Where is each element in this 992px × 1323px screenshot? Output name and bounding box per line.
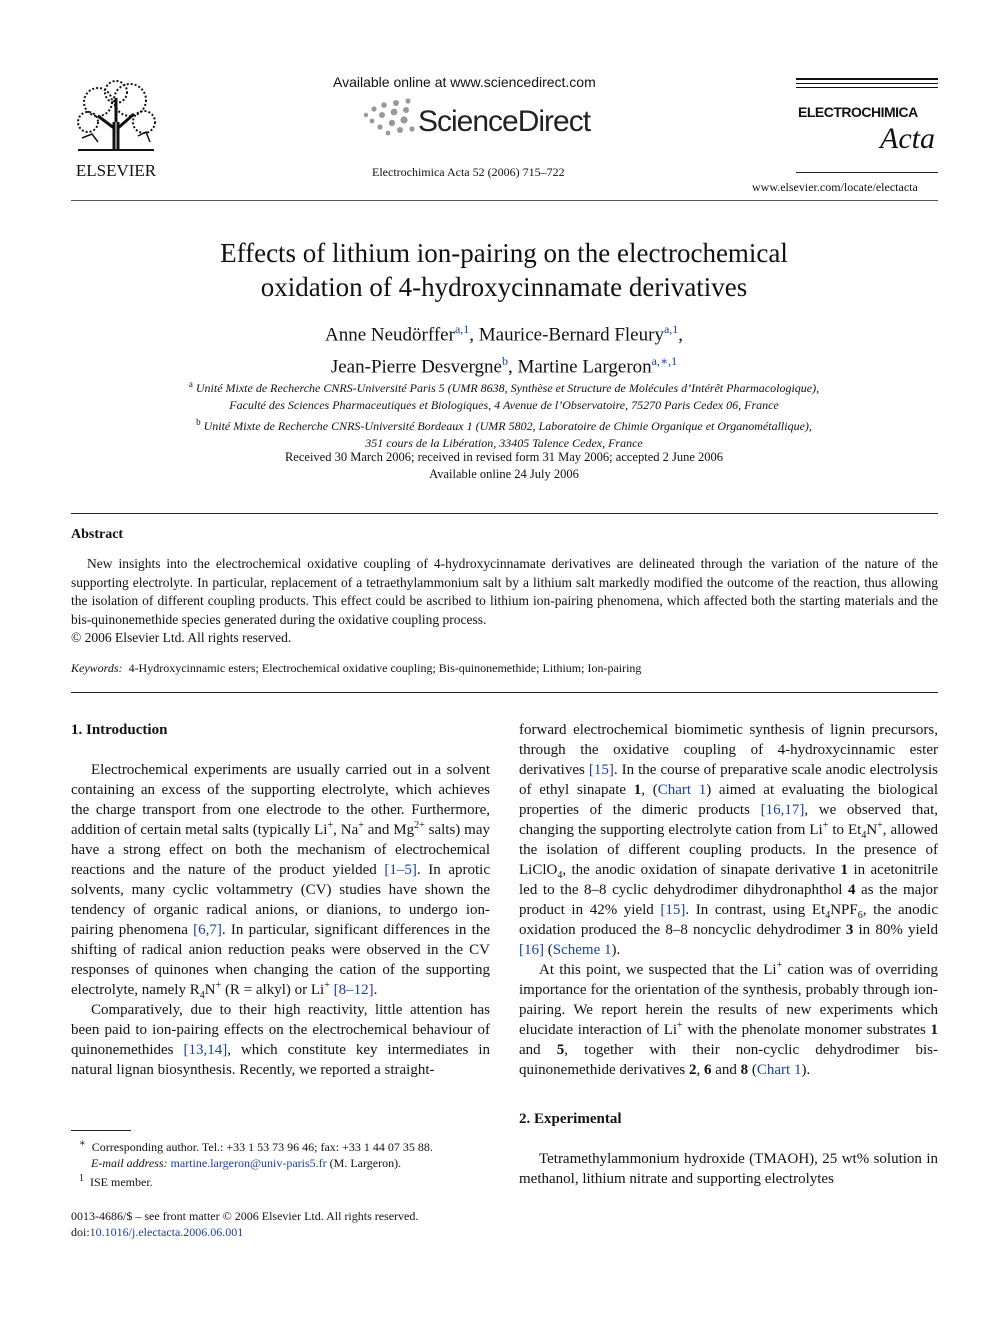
ise-text: ISE member. [90,1175,153,1189]
author-affil-mark[interactable]: a,∗,1 [651,354,678,369]
elsevier-wordmark: ELSEVIER [75,161,157,180]
author-name: Maurice-Bernard Fleury [478,324,664,346]
available-online-text: Available online at www.sciencedirect.com [333,74,596,90]
corr-mark: ∗ [79,1138,86,1149]
keywords [71,661,938,676]
abstract-text: New insights into the electrochemical oxidative coupling of 4-hydroxycinnamate derivatives are delineated through the variation of the nature of the supporting electrolyte. In particular, replacement of a tetraethylammonium salt by a lithium salt markedly modified the outcome of the reaction, thus allowing the isolation of different coupling products. This effect could be ascribed to lithium ion-pairing phenomena, which affected both the starting materials and the bis-quinonemethide species generated during the oxidative coupling process. [71,556,938,627]
journal-logo-rules [796,78,938,88]
intro-paragraph-3: At this point, we suspected that the Li+ cation was of overriding importance for the orientation of the synthesis, probably through ion-pairing. We report herein the results of new experiments which elucidate interaction of Li+ with the phenolate monomer substrates 1 and 5, together with their non-cyclic dehydrodimer bis-quinonemethide derivatives 2, 6 and 8 (Chart 1). [519,960,938,1078]
keywords-list: 4-Hydroxycinnamic esters; Electrochemical oxidative coupling; Bis-quinonemethide; Lithium; Ion-pairing [128,661,642,675]
author-name: Anne Neudörffer [324,324,455,346]
affil-mark: a [188,379,193,389]
abstract-body [71,555,938,648]
corresponding-author-note [71,1136,491,1155]
scheme-link[interactable]: Scheme 1 [552,942,612,958]
citation-link[interactable]: [15] [588,762,614,778]
email-owner: (M. Largeron). [329,1156,402,1170]
journal-citation: Electrochimica Acta 52 (2006) 715–722 [372,165,565,179]
doi-label: doi: [71,1225,90,1239]
intro-paragraph-1: Electrochemical experiments are usually carried out in a solvent containing an excess of the supporting electrolyte, which achieves the charge transport from one electrode to the other. Furthermore, addition of certain metal salts (typically Li+, Na+ and $Mg^{2+}$ salts) may have a strong effect on both the mechanism of electrochemical reactions and the nature of the product yielded [1–5]. In aprotic solvents, many cyclic voltammetry (CV) studies have shown the tendency of organic radical anions, or dianions, to undergo ion-pairing phenomena [6,7]. In particular, significant differences in the shifting of radical anion reduction peaks were observed in the CV responses of quinones when changing the cation of the supporting electrolyte, namely $R_4N^+$ (R = alkyl) or Li+ [8–12]. [71,762,490,1001]
abstract-copyright: © 2006 Elsevier Ltd. All rights reserved. [71,630,292,645]
citation-link[interactable]: [15] [660,902,686,918]
citation-link[interactable]: [6,7] [193,922,222,938]
author-name: Martine Largeron [517,356,652,378]
issn-line: 0013-4686/$ – see front matter © 2006 Elsevier Ltd. All rights reserved. [71,1209,419,1223]
journal-logo-title: ELECTROCHIMICA [798,104,918,120]
affiliations [96,376,912,452]
corr-text: Corresponding author. Tel.: +33 1 53 73 96 46; fax: +33 1 44 07 35 88. [91,1140,433,1154]
title-line-2: oxidation of 4-hydroxycinnamate derivatives [260,272,748,302]
journal-logo-acta: Acta [880,122,935,155]
title-line-1: Effects of lithium ion-pairing on the electrochemical [220,238,788,268]
article-title [96,236,912,304]
header-divider [71,200,938,201]
author-affil-mark[interactable]: b [501,354,508,369]
citation-link[interactable]: [8–12] [333,982,374,998]
footnote-rule [71,1130,131,1131]
journal-url-link[interactable]: www.elsevier.com/locate/electacta [752,180,918,194]
author-name: Jean-Pierre Desvergne [330,356,502,378]
citation-link[interactable]: [16] [519,942,544,958]
footnotes [71,1136,491,1190]
affil-line: Unité Mixte de Recherche CNRS-Université Bordeaux 1 (UMR 5802, Laboratoire de Chimie Organique et Organométallique), [203,419,812,433]
received-dates: Received 30 March 2006; received in revised form 31 May 2006; accepted 2 June 2006 [284,450,724,464]
email-link[interactable]: martine.largeron@univ-paris5.fr [170,1156,327,1170]
elsevier-tree-logo [68,78,164,182]
body-column-left [71,720,490,1080]
affil-line: Faculté des Sciences Pharmaceutiques et Biologiques, 4 Avenue de l’Observatoire, 75270 Paris Cedex 06, France [229,398,779,412]
intro-paragraph-2-cont: forward electrochemical biomimetic synthesis of lignin precursors, through the oxidative coupling of 4-hydroxycinnamic ester derivatives [15]. In the course of preparative scale anodic electrolysis of ethyl sinapate 1, (Chart 1) aimed at evaluating the biological properties of the dimeric products [16,17], we observed that, changing the supporting electrolyte cation from Li+ to $Et_4N^+$, allowed the isolation of different coupling products. In the presence of LiClO$_4$, the anodic oxidation of sinapate derivative 1 in acetonitrile led to the 8–8 cyclic dehydrodimer dihydronaphthol 4 as the major product in 42% yield [15]. In contrast, using $Et_4NPF_6$, the anodic oxidation produced the 8–8 noncyclic dehydrodimer 3 in 80% yield [16] (Scheme 1). [519,722,939,958]
experimental-paragraph-1: Tetramethylammonium hydroxide (TMAOH), 25 wt% solution in methanol, lithium nitrate and supporting electrolytes [519,1151,938,1187]
sciencedirect-logo[interactable] [358,95,598,141]
doi-link[interactable]: 10.1016/j.electacta.2006.06.001 [89,1225,244,1239]
article-dates [96,449,912,483]
abstract-heading: Abstract [71,527,124,542]
keywords-label: Keywords: [71,661,123,675]
journal-logo-bottom-rule [796,172,938,173]
page-footer [71,1208,491,1240]
email-note [71,1155,491,1171]
chart-link[interactable]: Chart 1 [657,782,707,798]
ise-mark: 1 [79,1173,84,1184]
sciencedirect-wordmark: ScienceDirect [418,105,591,138]
body-column-right [519,720,938,1189]
available-date: Available online 24 July 2006 [429,467,579,481]
citation-link[interactable]: [13,14] [183,1042,228,1058]
author-affil-mark[interactable]: a,1 [663,322,679,336]
section-heading-introduction: 1. Introduction [71,722,168,738]
affil-line: Unité Mixte de Recherche CNRS-Université Paris 5 (UMR 8638, Synthèse et Structure de Molécules d’Intérêt Pharmacologique), [195,381,820,395]
email-label: E-mail address: [91,1156,168,1170]
affil-mark: b [196,417,201,427]
abstract-bottom-rule [71,692,938,693]
author-affil-mark[interactable]: a,1 [454,322,470,336]
ise-member-note [71,1171,491,1190]
abstract-top-rule [71,513,938,514]
affil-line: 351 cours de la Libération, 33405 Talence Cedex, France [365,436,643,450]
chart-link[interactable]: Chart 1 [756,1062,802,1078]
author-list: Anne Neudörffer$^{a,1}$, Maurice-Bernard Fleury$^{a,1}$, Jean-Pierre Desvergne$^b$, Martine Largeron$^{a,∗,1}$ [324,322,684,378]
intro-paragraph-2: Comparatively, due to their high reactivity, little attention has been paid to ion-pairing effects on the electrochemical behaviour of quinonemethides [13,14], which constitute key intermediates in natural lignan biosynthesis. Recently, we reported a straight- [71,1002,490,1078]
citation-link[interactable]: [1–5] [384,862,417,878]
citation-link[interactable]: [16,17] [760,802,805,818]
section-heading-experimental: 2. Experimental [519,1111,622,1127]
